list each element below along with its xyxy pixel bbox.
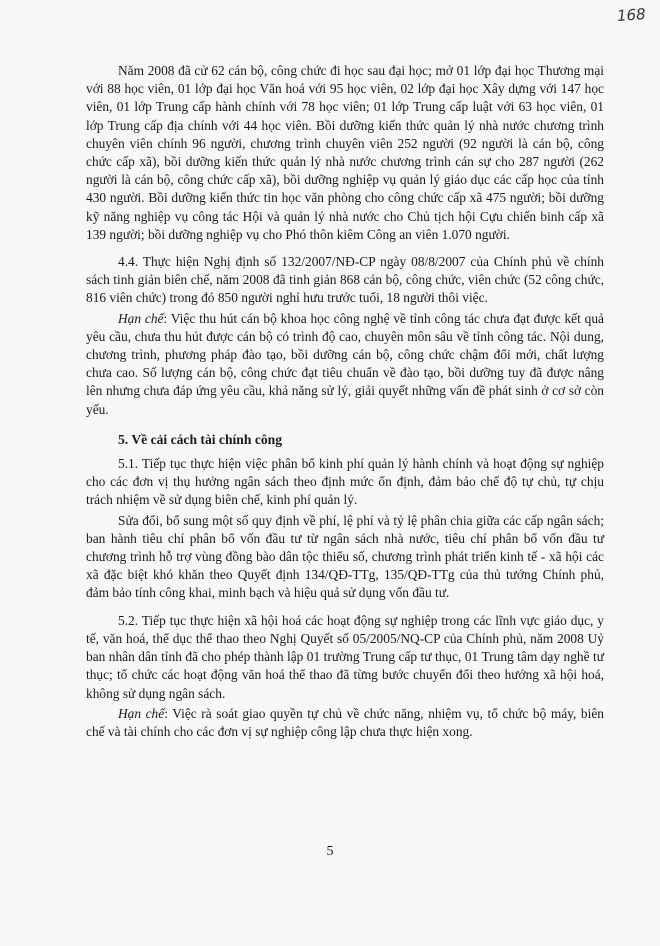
paragraph-4-4-staff-reduction: 4.4. Thực hiện Nghị định số 132/2007/NĐ-CP ngày 08/8/2007 của Chính phủ về chính sách tinh giản biên chế, năm 2008 đã tinh giản 868 cán bộ, công chức, viên chức (52 công chức, 816 viên chức) trong đó 850 người nghỉ hưu trước tuổi, 18 người thôi việc.	[86, 254, 604, 306]
limitation-label: Hạn chế	[118, 705, 165, 721]
paragraph-training-2008: Năm 2008 đã cử 62 cán bộ, công chức đi học sau đại học; mở 01 lớp đại học Thương mại với 88 học viên, 01 lớp đại học Văn hoá với 95 học viên, 02 lớp đại học Xây dựng với 147 học viên, 01 lớp Trung cấp hành chính với 78 học viên; 01 lớp Trung cấp luật với 63 học viên, 01 lớp Trung cấp địa chính với 44 học viên. Bồi dưỡng kiến thức quản lý nhà nước chương trình chuyên viên chính 96 người, chương trình chuyên viên 252 người (92 người là cán bộ, công chức cấp xã), bồi dưỡng kiến thức quản lý nhà nước chương trình cán sự cho 287 người (262 người là cán bộ, công chức cấp xã), bồi dưỡng nghiệp vụ quản lý giáo dục các cấp học của tỉnh 430 người. Bồi dưỡng kiến thức tin học văn phòng cho công chức cấp xã 475 người; bồi dưỡng kỹ năng nghiệp vụ công tác Hội và quản lý nhà nước cho Chủ tịch hội Cựu chiến binh cấp xã 139 người; bồi dưỡng nghiệp vụ cho Phó thôn kiêm Công an viên 1.070 người.	[86, 63, 604, 242]
handwritten-page-note: 168	[616, 5, 647, 25]
limitation-text: : Việc thu hút cán bộ khoa học công nghệ về tỉnh công tác chưa đạt được kết quả yêu cầu, chưa thu hút được cán bộ có trình độ cao, chuyên môn sâu về tỉnh công tác. Nội dung, chương trình, phương pháp đào tạo, bồi dưỡng cán bộ, công chức chậm đổi mới, chất lượng chưa cao. Số lượng cán bộ, công chức đạt tiêu chuẩn về đào tạo, bồi dưỡng tuy đã được nâng lên nhưng chưa đáp ứng yêu cầu, khả năng sử lý, giải quyết những vấn đề phát sinh ở cơ sở còn yếu.	[86, 310, 604, 417]
paragraph-limitations-autonomy	[86, 705, 604, 741]
paragraph-5-2-socialization: 5.2. Tiếp tục thực hiện xã hội hoá các hoạt động sự nghiệp trong các lĩnh vực giáo dục, y tế, văn hoá, thể dục thể thao theo Nghị Quyết số 05/2005/NQ-CP của Chính phủ, năm 2008 Uỷ ban nhân dân tỉnh đã cho phép thành lập 01 trường Trung cấp tư thục, 01 Trung tâm dạy nghề tư thục; tổ chức các hoạt động văn hoá thể thao đã từng bước chuyển đổi theo hướng xã hội hoá, không sử dụng ngân sách.	[86, 612, 604, 701]
limitation-label: Hạn chế	[118, 310, 164, 326]
document-body	[86, 62, 604, 750]
paragraph-5-1-budget-allocation: 5.1. Tiếp tục thực hiện việc phân bổ kinh phí quản lý hành chính và hoạt động sự nghiệp cho các đơn vị thụ hưởng ngân sách theo định mức ổn định, đảm bảo chế độ tự chủ, tự chịu trách nhiệm về sử dụng biên chế, kinh phí quản lý.	[86, 456, 604, 508]
limitation-text: : Việc rà soát giao quyền tự chủ về chức năng, nhiệm vụ, tổ chức bộ máy, biên chế và tài chính cho các đơn vị sự nghiệp công lập chưa thực hiện xong.	[86, 705, 604, 739]
paragraph-fees-and-investment-criteria: Sửa đổi, bổ sung một số quy định về phí, lệ phí và tỷ lệ phân chia giữa các cấp ngân sách; ban hành tiêu chí phân bổ vốn đầu tư từ ngân sách nhà nước, tiêu chí phân bổ vốn đầu tư chương trình hỗ trợ vùng đồng bào dân tộc thiểu số, chương trình phát triển kinh tế - xã hội các xã đặc biệt khó khăn theo Quyết định 134/QĐ-TTg, 135/QĐ-TTg của thủ tướng Chính phủ, đảm bảo tính công khai, minh bạch và hiệu quả sử dụng vốn đầu tư.	[86, 512, 604, 601]
section-heading-public-finance-reform: 5. Về cải cách tài chính công	[118, 431, 283, 447]
paragraph-limitations-personnel	[86, 310, 604, 419]
page-number: 5	[326, 844, 334, 859]
